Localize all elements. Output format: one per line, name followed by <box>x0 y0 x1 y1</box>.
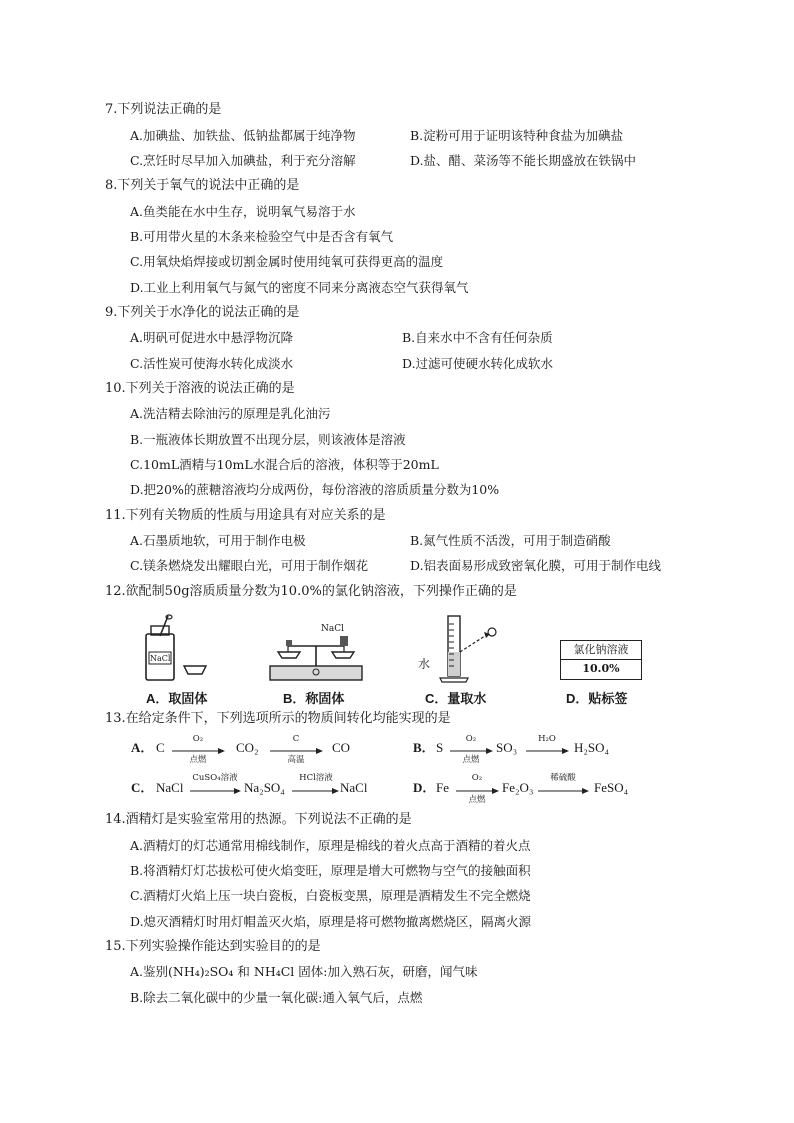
q13-d-c2-top: 稀硫酸 <box>550 773 576 783</box>
question-7-stem: 7.下列说法正确的是 <box>105 102 222 117</box>
question-15-stem: 15.下列实验操作能达到实验目的的是 <box>105 939 321 954</box>
question-13-stem: 13.在给定条件下，下列选项所示的物质间转化均能实现的是 <box>105 711 451 726</box>
q13-c-s1: NaCl <box>156 780 184 795</box>
question-14-stem: 14.酒精灯是实验室常用的热源。下列说法不正确的是 <box>105 812 412 827</box>
q13-d-arrow1 <box>456 788 500 794</box>
q13-a-s3: CO <box>332 740 351 755</box>
question-10-stem: 10.下列关于溶液的说法正确的是 <box>105 381 295 396</box>
question-9-option-d: D.过滤可使硬水转化成软水 <box>402 356 554 371</box>
question-10-option-c: C.10mL酒精与10mL水混合后的溶液，体积等于20mL <box>130 457 439 472</box>
question-8-stem: 8.下列关于氧气的说法中正确的是 <box>105 178 300 193</box>
q13-d-c1-top: O₂ <box>471 773 483 783</box>
q13-b-arrow2 <box>526 748 570 754</box>
q13-a-c1-bot: 点燃 <box>189 755 207 765</box>
q13-b-c1-top: O₂ <box>465 734 477 744</box>
q13-b-letter: B． <box>413 740 435 755</box>
question-14-option-c: C.酒精灯火焰上压一块白瓷板，白瓷板变黑，原理是酒精发生不完全燃烧 <box>130 888 531 903</box>
q13-a-c1-top: O₂ <box>192 734 204 744</box>
figure-c-measure-water <box>430 612 510 686</box>
question-8-option-b: B.可用带火星的木条来检验空气中是否含有氧气 <box>130 229 394 244</box>
q13-d-letter: D． <box>413 780 436 795</box>
question-14-option-b: B.将酒精灯灯芯拔松可使火焰变旺，原理是增大可燃物与空气的接触面积 <box>130 863 531 878</box>
q13-a-c2-top: C <box>292 734 300 744</box>
question-9-option-b: B.自来水中不含有任何杂质 <box>402 330 553 345</box>
question-11-option-d: D.铝表面易形成致密氧化膜，可用于制作电线 <box>410 558 662 573</box>
q13-d-s3: FeSO₄ <box>594 780 629 795</box>
question-11-stem: 11.下列有关物质的性质与用途具有对应关系的是 <box>105 508 386 523</box>
question-10-option-b: B.一瓶液体长期放置不出现分层，则该液体是溶液 <box>130 432 406 447</box>
figure-b-weigh-solid <box>266 622 366 684</box>
q13-c-letter: C． <box>131 780 154 795</box>
q13-b-s1: S <box>436 740 444 755</box>
question-8-option-a: A.鱼类能在水中生存，说明氧气易溶于水 <box>130 204 356 219</box>
question-9-option-c: C.活性炭可使海水转化成淡水 <box>130 356 294 371</box>
q13-a-s1: C <box>156 740 165 755</box>
scale-label: NaCl <box>321 624 345 634</box>
question-15-option-a: A.鉴别(NH₄)₂SO₄ 和 NH₄Cl 固体:加入熟石灰，研磨，闻气味 <box>130 964 478 979</box>
q13-c-arrow2 <box>292 788 340 794</box>
q13-b-c1-bot: 点燃 <box>462 755 480 765</box>
water-label: 水 <box>418 657 431 671</box>
bottle-label: NaCl <box>150 654 171 663</box>
q13-c-s3: NaCl <box>340 780 368 795</box>
q13-a-arrow2 <box>270 748 324 754</box>
question-10-option-a: A.洗洁精去除油污的原理是乳化油污 <box>130 406 331 421</box>
question-14-option-d: D.熄灭酒精灯时用灯帽盖灭火焰，原理是将可燃物撤离燃烧区，隔离火源 <box>130 914 532 929</box>
q13-d-arrow2 <box>538 788 590 794</box>
question-9-stem: 9.下列关于水净化的说法正确的是 <box>105 305 300 320</box>
question-7-option-d: D.盐、醋、菜汤等不能长期盛放在铁锅中 <box>410 153 637 168</box>
question-9-option-a: A.明矾可促进水中悬浮物沉降 <box>130 330 294 345</box>
question-11-option-a: A.石墨质地软，可用于制作电极 <box>130 533 306 548</box>
caption-d: D．贴标签 <box>566 691 628 706</box>
question-11-option-c: C.镁条燃烧发出耀眼白光，可用于制作烟花 <box>130 558 369 573</box>
figure-a-take-solid <box>140 614 210 684</box>
q13-a-arrow1 <box>172 748 226 754</box>
caption-c: C．量取水 <box>425 691 487 706</box>
question-15-option-b: B.除去二氧化碳中的少量一氧化碳:通入氧气后，点燃 <box>130 990 423 1005</box>
q13-b-s3: H₂SO₄ <box>574 740 610 755</box>
q13-c-c1-top: CuSO₄溶液 <box>192 773 238 783</box>
q13-d-s1: Fe <box>436 780 449 795</box>
tag-line-2: 10.0% <box>582 662 620 675</box>
q13-b-arrow1 <box>450 748 494 754</box>
q13-a-s2: CO₂ <box>236 740 259 755</box>
figure-d-label-tag <box>560 640 642 680</box>
caption-a: A．取固体 <box>146 691 208 706</box>
question-7-option-a: A.加碘盐、加铁盐、低钠盐都属于纯净物 <box>130 128 356 143</box>
question-8-option-d: D.工业上利用氧气与氮气的密度不同来分离液态空气获得氧气 <box>130 280 469 295</box>
tag-line-1: 氯化钠溶液 <box>561 641 641 660</box>
question-8-option-c: C.用氧炔焰焊接或切割金属时使用纯氧可获得更高的温度 <box>130 254 444 269</box>
question-7-option-b: B.淀粉可用于证明该特种食盐为加碘盐 <box>410 128 624 143</box>
q13-a-c2-bot: 高温 <box>287 755 305 765</box>
q13-d-c1-bot: 点燃 <box>468 795 486 805</box>
q13-c-c2-top: HCl溶液 <box>299 773 333 783</box>
question-7-option-c: C.烹饪时尽早加入加碘盐，利于充分溶解 <box>130 153 356 168</box>
q13-d-s2: Fe₂O₃ <box>502 780 534 795</box>
question-10-option-d: D.把20%的蔗糖溶液均分成两份，每份溶液的溶质质量分数为10% <box>130 482 500 497</box>
question-14-option-a: A.酒精灯的灯芯通常用棉线制作，原理是棉线的着火点高于酒精的着火点 <box>130 838 531 853</box>
q13-a-letter: A． <box>131 740 154 755</box>
q13-b-c2-top: H₂O <box>538 734 556 744</box>
q13-c-s2: Na₂SO₄ <box>244 780 285 795</box>
question-11-option-b: B.氮气性质不活泼，可用于制造硝酸 <box>410 533 611 548</box>
caption-b: B．称固体 <box>283 691 345 706</box>
question-12-stem: 12.欲配制50g溶质质量分数为10.0%的氯化钠溶液，下列操作正确的是 <box>105 584 517 599</box>
q13-c-arrow1 <box>190 788 242 794</box>
q13-b-s2: SO₃ <box>496 740 518 755</box>
